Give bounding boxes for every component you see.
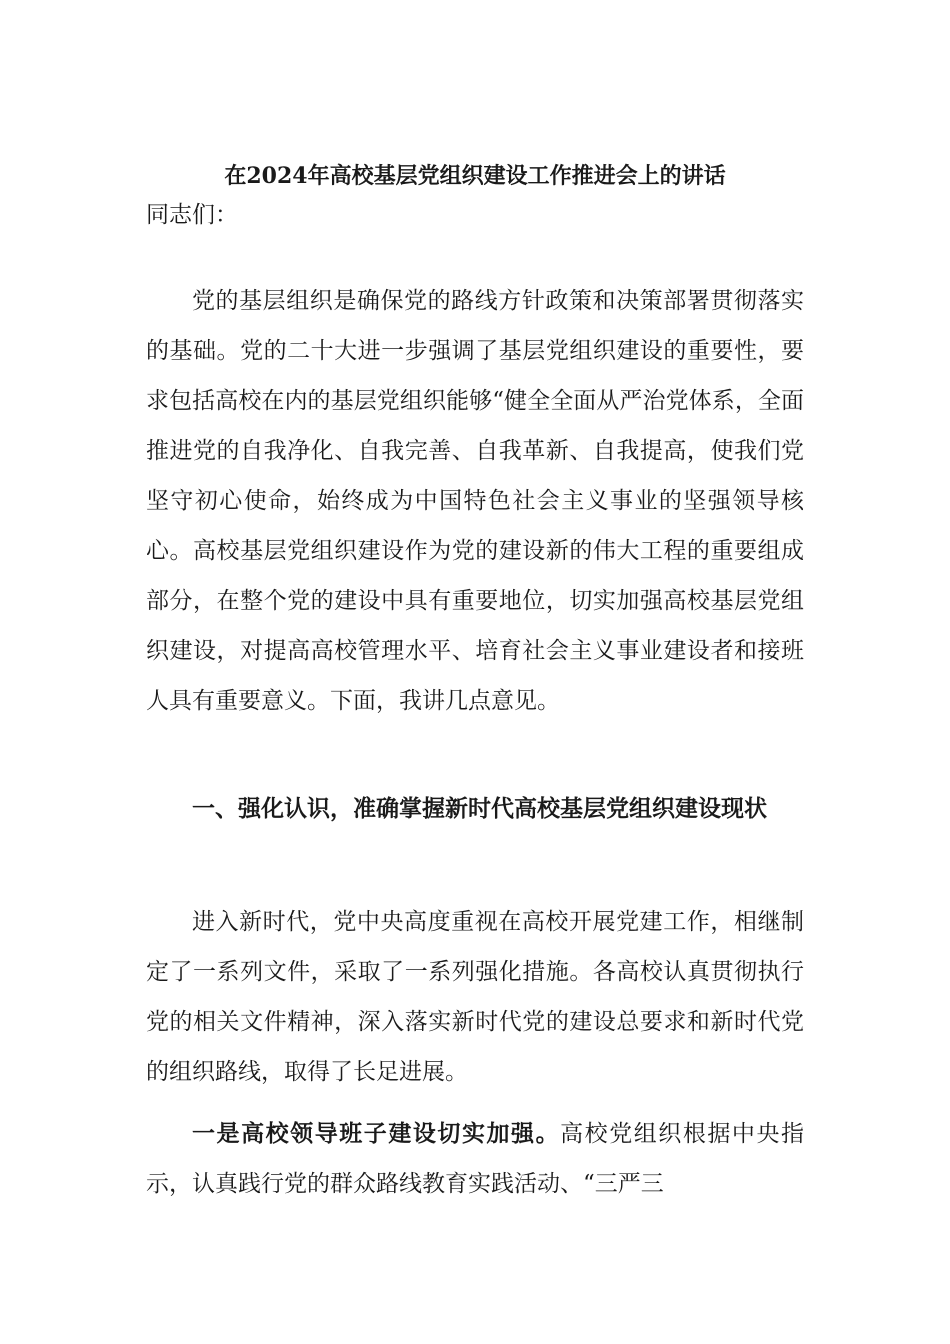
salutation: 同志们： (146, 202, 238, 228)
document-title: 在2024年高校基层党组织建设工作推进会上的讲话 (224, 163, 726, 189)
point-paragraph (146, 1109, 804, 1209)
point-text: 高校党组织根据中央指示，认真践行党的群众路线教育实践活动、“三严三 (146, 1121, 805, 1197)
section-heading: 一、强化认识，准确掌握新时代高校基层党组织建设现状 (192, 795, 767, 822)
intro-paragraph: 党的基层组织是确保党的路线方针政策和决策部署贯彻落实的基础。党的二十大进一步强调了基层党组织建设的重要性，要求包括高校在内的基层党组织能够“健全全面从严治党体系，全面推进党的自我净化、自我完善、自我革新、自我提高，使我们党坚守初心使命，始终成为中国特色社会主义事业的坚强领导核心。高校基层党组织建设作为党的建设新的伟大工程的重要组成部分，在整个党的建设中具有重要地位，切实加强高校基层党组织建设，对提高高校管理水平、培育社会主义事业建设者和接班人具有重要意义。下面，我讲几点意见。 (146, 288, 804, 714)
section-paragraph: 进入新时代，党中央高度重视在高校开展党建工作，相继制定了一系列文件，采取了一系列强化措施。各高校认真贯彻执行党的相关文件精神，深入落实新时代党的建设总要求和新时代党的组织路线，取得了长足进展。 (146, 909, 804, 1085)
point-lead: 一是高校领导班子建设切实加强。 (192, 1120, 561, 1147)
